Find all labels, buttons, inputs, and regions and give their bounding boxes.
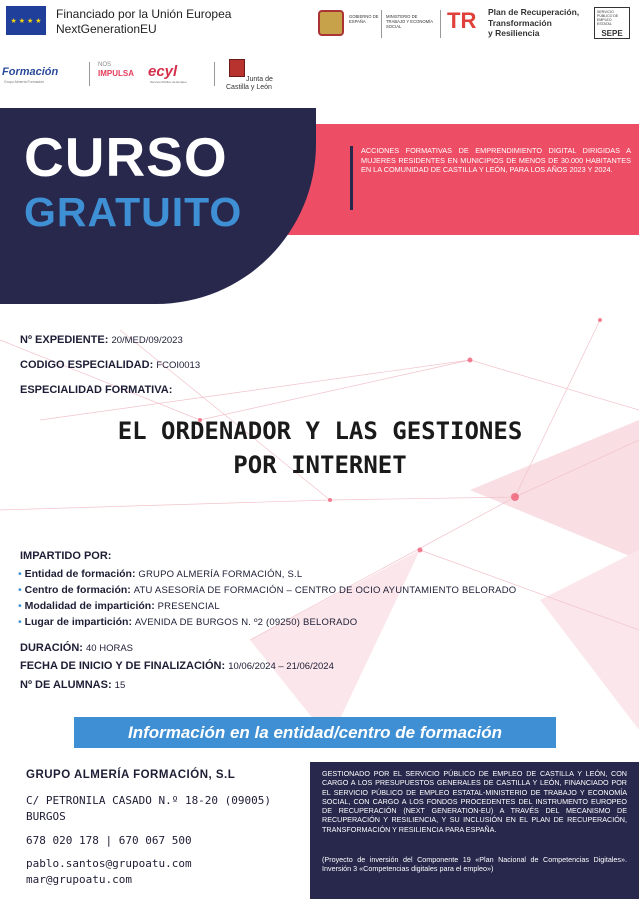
sepe-logo <box>594 7 630 39</box>
divider <box>381 10 382 38</box>
modalidad-value: PRESENCIAL <box>157 601 220 612</box>
entity-name: GRUPO ALMERÍA FORMACIÓN, S.L <box>26 769 236 781</box>
plan-line3: y Resiliencia <box>488 28 540 38</box>
tr-logo-icon: TR <box>447 8 477 33</box>
course-title <box>20 414 620 482</box>
sepe-small: SERVICIO PÚBLICO DE EMPLEO ESTATAL <box>597 10 619 26</box>
bullet: • <box>18 616 22 628</box>
lugar-row <box>18 616 357 628</box>
bullet: • <box>18 584 22 596</box>
ministerio-text: MINISTERIO DE TRABAJO Y ECONOMÍA SOCIAL <box>386 14 433 29</box>
funding-text: GESTIONADO POR EL SERVICIO PÚBLICO DE EMPLEO DE CASTILLA Y LEÓN, CON CARGO A LOS PRESUPUESTOS GENERALES DE CASTILLA Y LEÓN, FINANCIADO POR EL SERVICIO PÚBLICO DE EMPLEO ESTATAL-MINISTERIO DE TRABAJO Y ECONOMÍA SOCIAL, CON CARGO A LOS FONDOS PROCEDENTES DEL INSTRUMENTO EUROPEO DE RECUPERACIÓN (NEXT GENERATION-EU) A TRAVÉS DEL MECANISMO DE RECUPERACIÓN Y RESILIENCIA, Y SU INCLUSIÓN EN EL PLAN DE RECUPERACIÓN, TRANSFORMACIÓN Y RESILIENCIA PARA ESPAÑA. <box>322 769 627 834</box>
entity-email-2[interactable]: mar@grupoatu.com <box>26 873 132 886</box>
codigo-value: FCOI0013 <box>156 360 201 371</box>
course-title-line2: POR INTERNET <box>233 451 407 479</box>
entidad-row <box>18 568 302 580</box>
ecyl-logo: ecyl <box>148 63 178 80</box>
divider <box>214 62 215 86</box>
codigo-label: CODIGO ESPECIALIDAD: <box>20 359 154 371</box>
alumnas-value: 15 <box>114 680 126 691</box>
bullet: • <box>18 568 22 580</box>
gratuito-heading: GRATUITO <box>24 189 243 235</box>
curso-heading: CURSO <box>24 126 228 188</box>
ecyl-sub: Servicio Público de Empleo <box>150 80 187 84</box>
entity-address-line1: C/ PETRONILA CASADO N.º 18-20 (09005) <box>26 794 272 807</box>
especialidad-label: ESPECIALIDAD FORMATIVA: <box>20 384 173 396</box>
fechas-value: 10/06/2024 – 21/06/2024 <box>228 661 334 672</box>
plan-line1: Plan de Recuperación, <box>488 7 580 17</box>
eu-line2: NextGenerationEU <box>56 22 157 36</box>
junta-line2: Castilla y León <box>226 84 272 91</box>
junta-crest-icon <box>229 59 245 77</box>
entidad-label: Entidad de formación: <box>24 568 136 580</box>
nos-text: NOS <box>98 62 112 68</box>
impartido-heading: IMPARTIDO POR: <box>20 550 112 562</box>
eu-flag-icon <box>6 6 46 35</box>
alumnas-label: Nº DE ALUMNAS: <box>20 679 112 691</box>
expediente-row <box>20 334 183 346</box>
funding-note: (Proyecto de inversión del Componente 19 «Plan Nacional de Competencias Digitales». Inversión 3 «Competencias digitales para el empleo») <box>322 855 627 874</box>
entity-email-1[interactable]: pablo.santos@grupoatu.com <box>26 857 192 870</box>
entidad-value: GRUPO ALMERÍA FORMACIÓN, S.L <box>138 569 303 580</box>
spain-crest-icon <box>318 10 344 36</box>
hero-accent-bar <box>350 146 353 210</box>
expediente-value: 20/MED/09/2023 <box>111 335 183 346</box>
modalidad-row <box>18 600 220 612</box>
junta-text <box>226 76 273 92</box>
fechas-label: FECHA DE INICIO Y DE FINALIZACIÓN: <box>20 660 226 672</box>
info-banner: Información en la entidad/centro de formación <box>74 717 556 748</box>
formacion-logo: Formación <box>2 66 59 78</box>
divider <box>440 10 441 38</box>
impulsa-logo: IMPULSA <box>98 69 134 78</box>
lugar-label: Lugar de impartición: <box>24 616 132 628</box>
duracion-label: DURACIÓN: <box>20 642 83 654</box>
alumnas-row <box>20 679 125 691</box>
modalidad-label: Modalidad de impartición: <box>24 600 155 612</box>
duracion-value: 40 HORAS <box>86 643 134 654</box>
centro-value: ATU ASESORÍA DE FORMACIÓN – CENTRO DE OCIO AYUNTAMIENTO BELORADO <box>133 585 517 596</box>
eu-line1: Financiado por la Unión Europea <box>56 7 232 21</box>
eu-funding-text <box>56 7 231 37</box>
centro-label: Centro de formación: <box>24 584 131 596</box>
hero-description: ACCIONES FORMATIVAS DE EMPRENDIMIENTO DIGITAL DIRIGIDAS A MUJERES RESIDENTES EN MUNICIPIOS DE MENOS DE 30.000 HABITANTES EN LA COMUNIDAD DE CASTILLA Y LEÓN, PARA LOS AÑOS 2023 Y 2024. <box>361 146 631 175</box>
formacion-sub: Grupo Almería Formación <box>4 80 45 84</box>
sepe-mark: SEPE <box>601 29 623 38</box>
duracion-row <box>20 642 133 654</box>
expediente-label: Nº EXPEDIENTE: <box>20 334 109 346</box>
entity-phones: 678 020 178 | 670 067 500 <box>26 834 192 847</box>
fechas-row <box>20 660 334 672</box>
plan-line2: Transformación <box>488 17 552 28</box>
course-title-line1: EL ORDENADOR Y LAS GESTIONES <box>117 417 523 445</box>
codigo-row <box>20 359 200 371</box>
eu-stars: ★ ★ ★ ★ <box>10 17 42 25</box>
junta-line1: Junta de <box>246 76 273 83</box>
divider <box>89 62 90 86</box>
entity-address-line2: BURGOS <box>26 810 66 823</box>
especialidad-row <box>20 384 172 396</box>
centro-row <box>18 584 516 596</box>
bullet: • <box>18 600 22 612</box>
plan-recuperacion-text <box>488 7 593 39</box>
gobierno-text: GOBIERNO DE ESPAÑA <box>349 14 379 24</box>
lugar-value: AVENIDA DE BURGOS N. º2 (09250) BELORADO <box>134 617 358 628</box>
